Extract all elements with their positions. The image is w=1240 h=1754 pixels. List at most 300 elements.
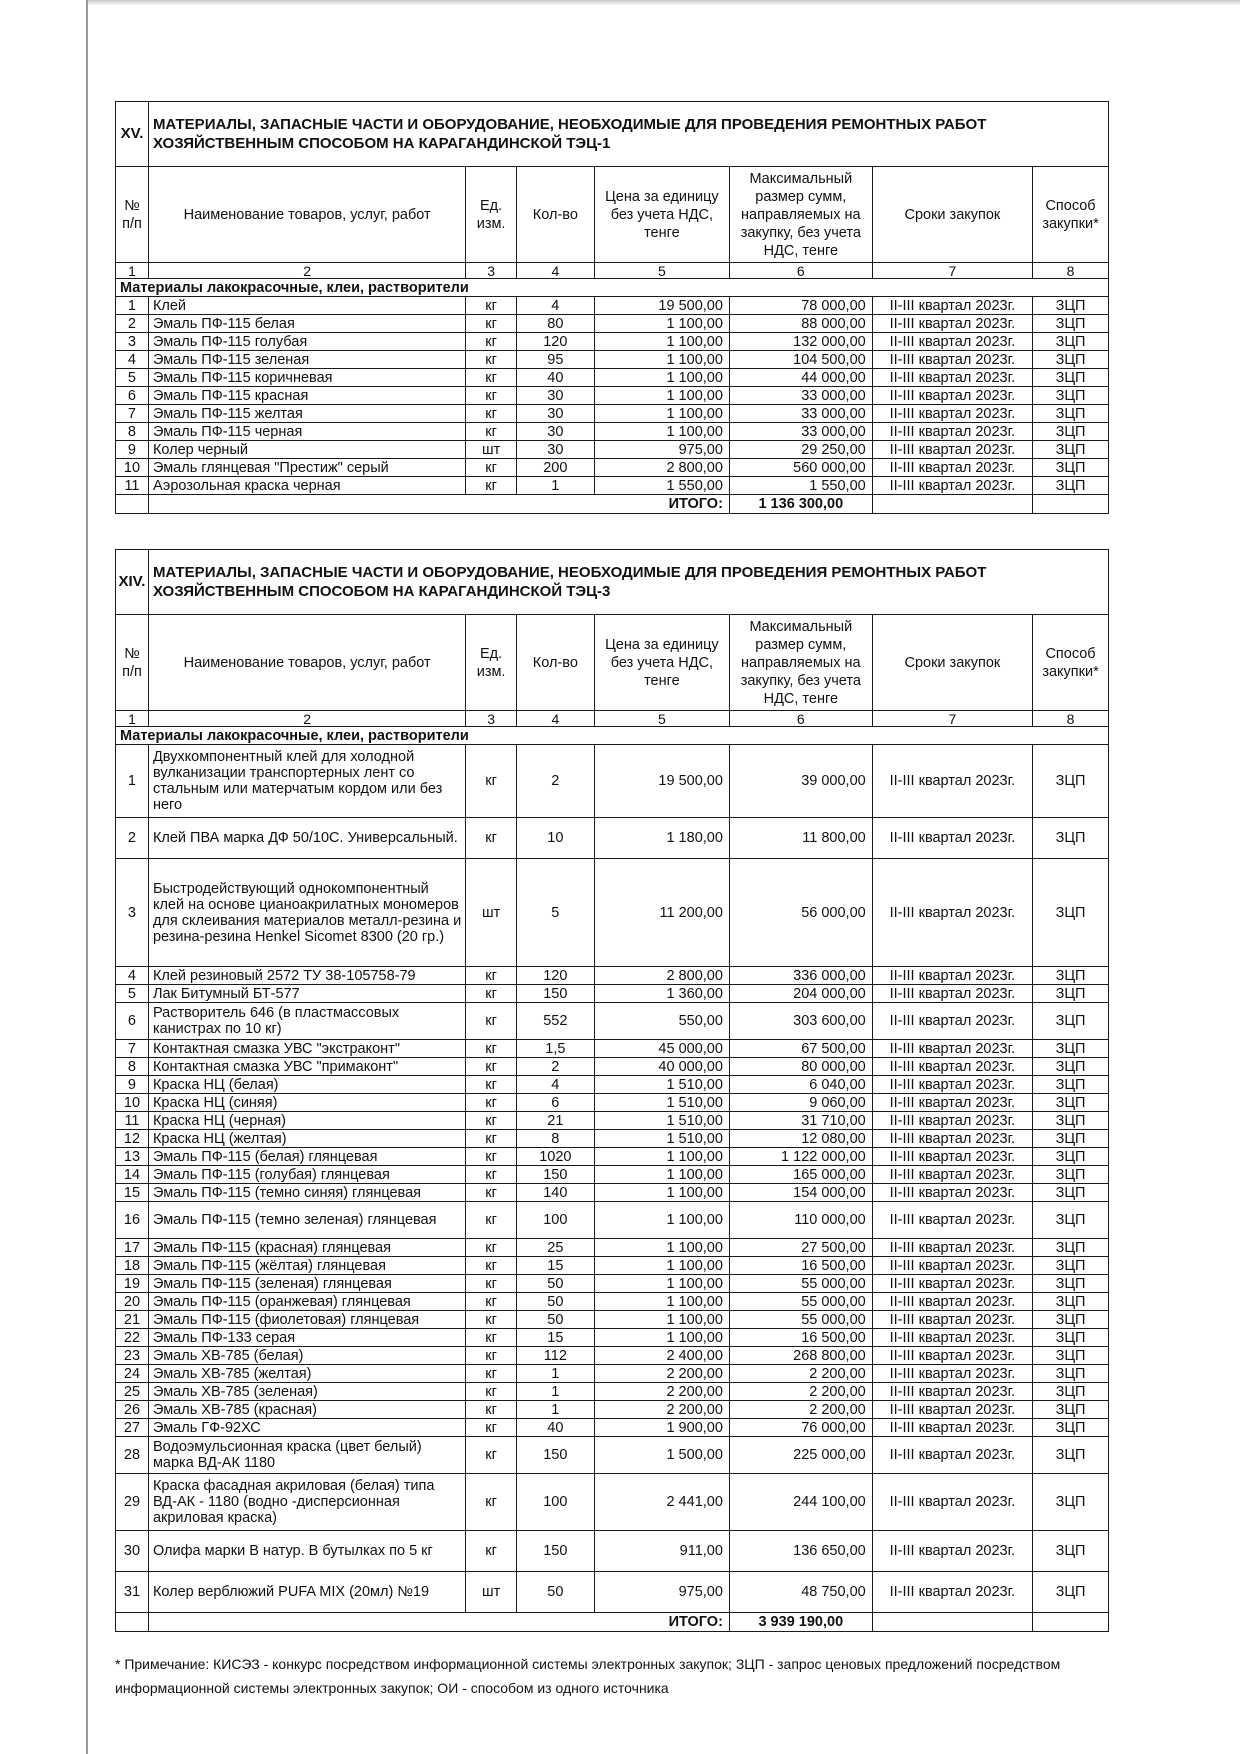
table-row [116, 1437, 1109, 1474]
total-spacer [872, 495, 1032, 514]
item-price: 1 360,00 [594, 985, 729, 1003]
item-price: 1 100,00 [594, 1293, 729, 1311]
col-header-terms: Сроки закупок [872, 167, 1032, 263]
item-max-sum: 6 040,00 [729, 1076, 872, 1094]
item-name: Краска НЦ (желтая) [148, 1130, 465, 1148]
item-quantity: 4 [516, 1076, 594, 1094]
item-name: Клей ПВА марка ДФ 50/10С. Универсальный. [148, 818, 465, 859]
col-header-max-sum: Максимальный размер сумм, направляемых на закупку, без учета НДС, тенге [729, 615, 872, 711]
item-quantity: 1 [516, 1365, 594, 1383]
table-row [116, 423, 1109, 441]
item-quantity: 15 [516, 1329, 594, 1347]
table-row [116, 1184, 1109, 1202]
item-max-sum: 27 500,00 [729, 1239, 872, 1257]
item-term: II-III квартал 2023г. [872, 1058, 1032, 1076]
item-quantity: 552 [516, 1003, 594, 1040]
row-number: 22 [116, 1329, 149, 1347]
item-quantity: 50 [516, 1275, 594, 1293]
item-max-sum: 33 000,00 [729, 405, 872, 423]
item-max-sum: 55 000,00 [729, 1293, 872, 1311]
item-unit: кг [466, 405, 517, 423]
item-name: Эмаль ПФ-115 (белая) глянцевая [148, 1148, 465, 1166]
row-number: 8 [116, 423, 149, 441]
item-unit: кг [466, 1130, 517, 1148]
item-unit: кг [466, 1383, 517, 1401]
total-value: 1 136 300,00 [729, 495, 872, 514]
item-quantity: 40 [516, 1419, 594, 1437]
item-quantity: 5 [516, 859, 594, 967]
row-number: 13 [116, 1148, 149, 1166]
col-number: 7 [872, 263, 1032, 279]
item-method: ЗЦП [1033, 1202, 1109, 1239]
item-quantity: 25 [516, 1239, 594, 1257]
item-price: 975,00 [594, 1572, 729, 1613]
item-unit: кг [466, 1112, 517, 1130]
item-price: 19 500,00 [594, 745, 729, 818]
col-header-unit: Ед. изм. [466, 615, 517, 711]
item-quantity: 120 [516, 967, 594, 985]
col-number: 6 [729, 263, 872, 279]
item-price: 1 100,00 [594, 315, 729, 333]
item-max-sum: 2 200,00 [729, 1365, 872, 1383]
item-term: II-III квартал 2023г. [872, 297, 1032, 315]
item-term: II-III квартал 2023г. [872, 1365, 1032, 1383]
item-unit: кг [466, 1058, 517, 1076]
item-max-sum: 55 000,00 [729, 1311, 872, 1329]
item-unit: кг [466, 297, 517, 315]
item-max-sum: 204 000,00 [729, 985, 872, 1003]
item-method: ЗЦП [1033, 441, 1109, 459]
row-number: 17 [116, 1239, 149, 1257]
item-quantity: 1 [516, 1383, 594, 1401]
item-quantity: 140 [516, 1184, 594, 1202]
item-quantity: 8 [516, 1130, 594, 1148]
table-row [116, 1130, 1109, 1148]
table-row [116, 1239, 1109, 1257]
item-quantity: 21 [516, 1112, 594, 1130]
col-number: 3 [466, 711, 517, 727]
item-name: Эмаль ПФ-115 (голубая) глянцевая [148, 1166, 465, 1184]
item-price: 19 500,00 [594, 297, 729, 315]
item-unit: кг [466, 1293, 517, 1311]
item-price: 2 200,00 [594, 1401, 729, 1419]
item-name: Эмаль ХВ-785 (красная) [148, 1401, 465, 1419]
item-unit: кг [466, 1202, 517, 1239]
item-term: II-III квартал 2023г. [872, 477, 1032, 495]
table-row [116, 1365, 1109, 1383]
row-number: 2 [116, 315, 149, 333]
row-number: 8 [116, 1058, 149, 1076]
total-spacer [1033, 495, 1109, 514]
item-method: ЗЦП [1033, 1239, 1109, 1257]
item-method: ЗЦП [1033, 1347, 1109, 1365]
col-number: 2 [148, 263, 465, 279]
item-name: Краска фасадная акриловая (белая) типа ВД-АК - 1180 (водно -дисперсионная акриловая краска) [148, 1474, 465, 1531]
item-method: ЗЦП [1033, 1184, 1109, 1202]
item-price: 45 000,00 [594, 1040, 729, 1058]
item-unit: кг [466, 1166, 517, 1184]
row-number: 11 [116, 477, 149, 495]
item-price: 2 200,00 [594, 1383, 729, 1401]
item-term: II-III квартал 2023г. [872, 1130, 1032, 1148]
item-name: Растворитель 646 (в пластмассовых канистрах по 10 кг) [148, 1003, 465, 1040]
item-name: Клей резиновый 2572 ТУ 38-105758-79 [148, 967, 465, 985]
total-spacer [1033, 1613, 1109, 1632]
section-title-row [116, 102, 1109, 167]
item-method: ЗЦП [1033, 315, 1109, 333]
item-unit: кг [466, 351, 517, 369]
item-name: Эмаль ПФ-115 (жёлтая) глянцевая [148, 1257, 465, 1275]
item-max-sum: 9 060,00 [729, 1094, 872, 1112]
table-row [116, 1202, 1109, 1239]
row-number: 27 [116, 1419, 149, 1437]
item-quantity: 1,5 [516, 1040, 594, 1058]
item-max-sum: 268 800,00 [729, 1347, 872, 1365]
item-method: ЗЦП [1033, 1311, 1109, 1329]
item-term: II-III квартал 2023г. [872, 351, 1032, 369]
row-number: 26 [116, 1401, 149, 1419]
item-name: Колер верблюжий PUFA MIX (20мл) №19 [148, 1572, 465, 1613]
item-quantity: 100 [516, 1474, 594, 1531]
row-number: 11 [116, 1112, 149, 1130]
row-number: 21 [116, 1311, 149, 1329]
item-method: ЗЦП [1033, 1130, 1109, 1148]
col-number: 5 [594, 711, 729, 727]
total-row [116, 495, 1109, 514]
col-header-price: Цена за единицу без учета НДС, тенге [594, 615, 729, 711]
item-term: II-III квартал 2023г. [872, 745, 1032, 818]
row-number: 5 [116, 985, 149, 1003]
procurement-table [115, 549, 1109, 1632]
item-method: ЗЦП [1033, 985, 1109, 1003]
item-max-sum: 48 750,00 [729, 1572, 872, 1613]
row-number: 10 [116, 459, 149, 477]
item-max-sum: 88 000,00 [729, 315, 872, 333]
col-header-qty: Кол-во [516, 615, 594, 711]
item-method: ЗЦП [1033, 818, 1109, 859]
item-unit: кг [466, 1437, 517, 1474]
item-price: 1 100,00 [594, 1275, 729, 1293]
item-unit: кг [466, 1003, 517, 1040]
group-title: Материалы лакокрасочные, клеи, растворители [116, 727, 1109, 745]
item-quantity: 150 [516, 985, 594, 1003]
item-quantity: 120 [516, 333, 594, 351]
item-quantity: 30 [516, 441, 594, 459]
item-price: 1 100,00 [594, 1239, 729, 1257]
item-term: II-III квартал 2023г. [872, 1437, 1032, 1474]
item-price: 1 100,00 [594, 1184, 729, 1202]
item-name: Эмаль ПФ-115 черная [148, 423, 465, 441]
item-term: II-III квартал 2023г. [872, 1293, 1032, 1311]
row-number: 16 [116, 1202, 149, 1239]
table-row [116, 1401, 1109, 1419]
item-unit: кг [466, 333, 517, 351]
item-quantity: 10 [516, 818, 594, 859]
item-name: Эмаль ПФ-115 (оранжевая) глянцевая [148, 1293, 465, 1311]
item-method: ЗЦП [1033, 1257, 1109, 1275]
item-price: 1 100,00 [594, 387, 729, 405]
item-name: Эмаль глянцевая "Престиж" серый [148, 459, 465, 477]
item-name: Эмаль ПФ-115 зеленая [148, 351, 465, 369]
item-term: II-III квартал 2023г. [872, 387, 1032, 405]
col-number: 1 [116, 263, 149, 279]
item-method: ЗЦП [1033, 745, 1109, 818]
item-unit: кг [466, 423, 517, 441]
item-price: 11 200,00 [594, 859, 729, 967]
col-number: 1 [116, 711, 149, 727]
table-row [116, 1166, 1109, 1184]
column-header-row [116, 167, 1109, 263]
section-title-row [116, 550, 1109, 615]
item-method: ЗЦП [1033, 1166, 1109, 1184]
item-term: II-III квартал 2023г. [872, 1383, 1032, 1401]
row-number: 1 [116, 745, 149, 818]
item-name: Эмаль ПФ-115 белая [148, 315, 465, 333]
row-number: 6 [116, 1003, 149, 1040]
item-name: Эмаль ПФ-115 (зеленая) глянцевая [148, 1275, 465, 1293]
item-max-sum: 244 100,00 [729, 1474, 872, 1531]
row-number: 1 [116, 297, 149, 315]
row-number: 6 [116, 387, 149, 405]
table-row [116, 1148, 1109, 1166]
item-max-sum: 11 800,00 [729, 818, 872, 859]
item-name: Эмаль ПФ-115 желтая [148, 405, 465, 423]
item-max-sum: 104 500,00 [729, 351, 872, 369]
col-number: 4 [516, 711, 594, 727]
item-name: Краска НЦ (белая) [148, 1076, 465, 1094]
table-row [116, 1293, 1109, 1311]
item-method: ЗЦП [1033, 1365, 1109, 1383]
total-spacer [116, 1613, 149, 1632]
procurement-table [115, 101, 1109, 514]
item-name: Эмаль ПФ-115 (красная) глянцевая [148, 1239, 465, 1257]
item-method: ЗЦП [1033, 1474, 1109, 1531]
table-row [116, 387, 1109, 405]
item-method: ЗЦП [1033, 1058, 1109, 1076]
total-label: ИТОГО: [148, 1613, 729, 1632]
table-row [116, 859, 1109, 967]
item-price: 1 100,00 [594, 333, 729, 351]
item-price: 911,00 [594, 1531, 729, 1572]
row-number: 25 [116, 1383, 149, 1401]
item-term: II-III квартал 2023г. [872, 1419, 1032, 1437]
item-term: II-III квартал 2023г. [872, 1474, 1032, 1531]
item-name: Двухкомпонентный клей для холодной вулканизации транспортерных лент со стальным или матерчатым кордом или без него [148, 745, 465, 818]
col-header-name: Наименование товаров, услуг, работ [148, 615, 465, 711]
item-price: 1 100,00 [594, 1148, 729, 1166]
table-row [116, 967, 1109, 985]
item-method: ЗЦП [1033, 1094, 1109, 1112]
item-quantity: 200 [516, 459, 594, 477]
item-method: ЗЦП [1033, 1401, 1109, 1419]
table-row [116, 297, 1109, 315]
item-term: II-III квартал 2023г. [872, 1076, 1032, 1094]
item-unit: кг [466, 985, 517, 1003]
item-term: II-III квартал 2023г. [872, 859, 1032, 967]
item-max-sum: 56 000,00 [729, 859, 872, 967]
item-unit: кг [466, 818, 517, 859]
group-row [116, 727, 1109, 745]
item-name: Эмаль ПФ-133 серая [148, 1329, 465, 1347]
item-method: ЗЦП [1033, 387, 1109, 405]
table-row [116, 1003, 1109, 1040]
table-row [116, 441, 1109, 459]
item-quantity: 80 [516, 315, 594, 333]
item-quantity: 15 [516, 1257, 594, 1275]
item-name: Краска НЦ (синяя) [148, 1094, 465, 1112]
item-quantity: 150 [516, 1531, 594, 1572]
row-number: 7 [116, 1040, 149, 1058]
item-unit: кг [466, 1040, 517, 1058]
table-row [116, 1311, 1109, 1329]
table-row [116, 1076, 1109, 1094]
column-number-row [116, 711, 1109, 727]
section-number: XIV. [116, 550, 149, 615]
table-row [116, 369, 1109, 387]
table-row [116, 818, 1109, 859]
item-price: 1 510,00 [594, 1076, 729, 1094]
item-method: ЗЦП [1033, 967, 1109, 985]
item-unit: шт [466, 441, 517, 459]
item-name: Эмаль ПФ-115 голубая [148, 333, 465, 351]
item-term: II-III квартал 2023г. [872, 985, 1032, 1003]
section-title: МАТЕРИАЛЫ, ЗАПАСНЫЕ ЧАСТИ И ОБОРУДОВАНИЕ, НЕОБХОДИМЫЕ ДЛЯ ПРОВЕДЕНИЯ РЕМОНТНЫХ РАБОТ ХОЗЯЙСТВЕННЫМ СПОСОБОМ НА КАРАГАНДИНСКОЙ ТЭЦ-1 [148, 102, 1108, 167]
total-row [116, 1613, 1109, 1632]
item-unit: кг [466, 1275, 517, 1293]
scan-top-edge [86, 0, 1240, 6]
item-name: Эмаль ПФ-115 красная [148, 387, 465, 405]
table-row [116, 333, 1109, 351]
item-name: Контактная смазка УВС "экстраконт" [148, 1040, 465, 1058]
table-row [116, 459, 1109, 477]
table-row [116, 1419, 1109, 1437]
row-number: 9 [116, 441, 149, 459]
item-method: ЗЦП [1033, 1419, 1109, 1437]
item-term: II-III квартал 2023г. [872, 818, 1032, 859]
item-term: II-III квартал 2023г. [872, 405, 1032, 423]
row-number: 18 [116, 1257, 149, 1275]
table-row [116, 477, 1109, 495]
row-number: 5 [116, 369, 149, 387]
item-price: 1 100,00 [594, 423, 729, 441]
item-term: II-III квартал 2023г. [872, 1239, 1032, 1257]
item-max-sum: 136 650,00 [729, 1531, 872, 1572]
item-max-sum: 44 000,00 [729, 369, 872, 387]
table-row [116, 1112, 1109, 1130]
item-price: 975,00 [594, 441, 729, 459]
item-unit: кг [466, 1365, 517, 1383]
item-method: ЗЦП [1033, 1383, 1109, 1401]
group-title: Материалы лакокрасочные, клеи, растворители [116, 279, 1109, 297]
item-term: II-III квартал 2023г. [872, 1094, 1032, 1112]
item-method: ЗЦП [1033, 333, 1109, 351]
item-name: Водоэмульсионная краска (цвет белый) марка ВД-АК 1180 [148, 1437, 465, 1474]
column-header-row [116, 615, 1109, 711]
item-max-sum: 560 000,00 [729, 459, 872, 477]
item-name: Эмаль ХВ-785 (зеленая) [148, 1383, 465, 1401]
column-number-row [116, 263, 1109, 279]
item-name: Краска НЦ (черная) [148, 1112, 465, 1130]
item-quantity: 95 [516, 351, 594, 369]
col-header-unit: Ед. изм. [466, 167, 517, 263]
col-number: 8 [1033, 711, 1109, 727]
item-price: 2 400,00 [594, 1347, 729, 1365]
col-header-method: Способ закупки* [1033, 167, 1109, 263]
row-number: 29 [116, 1474, 149, 1531]
item-name: Быстродействующий однокомпонентный клей на основе цианоакрилатных мономеров для склеивания материалов металл-резина и резина-резина Henkel Sicomet 8300 (20 гр.) [148, 859, 465, 967]
item-term: II-III квартал 2023г. [872, 1275, 1032, 1293]
item-name: Эмаль ХВ-785 (желтая) [148, 1365, 465, 1383]
total-value: 3 939 190,00 [729, 1613, 872, 1632]
section-title: МАТЕРИАЛЫ, ЗАПАСНЫЕ ЧАСТИ И ОБОРУДОВАНИЕ, НЕОБХОДИМЫЕ ДЛЯ ПРОВЕДЕНИЯ РЕМОНТНЫХ РАБОТ ХОЗЯЙСТВЕННЫМ СПОСОБОМ НА КАРАГАНДИНСКОЙ ТЭЦ-3 [148, 550, 1108, 615]
col-number: 5 [594, 263, 729, 279]
scan-left-edge [86, 0, 88, 1754]
item-term: II-III квартал 2023г. [872, 1166, 1032, 1184]
row-number: 14 [116, 1166, 149, 1184]
item-max-sum: 31 710,00 [729, 1112, 872, 1130]
table-row [116, 1329, 1109, 1347]
row-number: 23 [116, 1347, 149, 1365]
table-row [116, 1058, 1109, 1076]
table-row [116, 1257, 1109, 1275]
item-unit: кг [466, 1094, 517, 1112]
item-name: Эмаль ПФ-115 (фиолетовая) глянцевая [148, 1311, 465, 1329]
item-name: Эмаль ХВ-785 (белая) [148, 1347, 465, 1365]
item-unit: кг [466, 315, 517, 333]
item-name: Эмаль ГФ-92ХС [148, 1419, 465, 1437]
item-method: ЗЦП [1033, 1293, 1109, 1311]
table-row [116, 1572, 1109, 1613]
item-quantity: 50 [516, 1293, 594, 1311]
item-quantity: 150 [516, 1437, 594, 1474]
item-name: Аэрозольная краска черная [148, 477, 465, 495]
table-row [116, 985, 1109, 1003]
item-price: 1 100,00 [594, 1329, 729, 1347]
item-method: ЗЦП [1033, 477, 1109, 495]
item-quantity: 50 [516, 1572, 594, 1613]
item-quantity: 1 [516, 477, 594, 495]
item-term: II-III квартал 2023г. [872, 1148, 1032, 1166]
item-quantity: 112 [516, 1347, 594, 1365]
item-name: Клей [148, 297, 465, 315]
item-term: II-III квартал 2023г. [872, 369, 1032, 387]
item-max-sum: 165 000,00 [729, 1166, 872, 1184]
row-number: 12 [116, 1130, 149, 1148]
item-term: II-III квартал 2023г. [872, 333, 1032, 351]
item-max-sum: 303 600,00 [729, 1003, 872, 1040]
item-method: ЗЦП [1033, 1572, 1109, 1613]
col-header-num: № п/п [116, 167, 149, 263]
row-number: 7 [116, 405, 149, 423]
col-number: 8 [1033, 263, 1109, 279]
item-term: II-III квартал 2023г. [872, 1311, 1032, 1329]
item-max-sum: 336 000,00 [729, 967, 872, 985]
item-name: Контактная смазка УВС "примаконт" [148, 1058, 465, 1076]
item-unit: кг [466, 1148, 517, 1166]
table-row [116, 315, 1109, 333]
item-method: ЗЦП [1033, 423, 1109, 441]
item-unit: кг [466, 1257, 517, 1275]
item-method: ЗЦП [1033, 859, 1109, 967]
item-method: ЗЦП [1033, 1275, 1109, 1293]
table-row [116, 1275, 1109, 1293]
item-max-sum: 132 000,00 [729, 333, 872, 351]
item-max-sum: 1 122 000,00 [729, 1148, 872, 1166]
item-unit: кг [466, 369, 517, 387]
item-max-sum: 39 000,00 [729, 745, 872, 818]
item-max-sum: 1 550,00 [729, 477, 872, 495]
item-price: 1 900,00 [594, 1419, 729, 1437]
